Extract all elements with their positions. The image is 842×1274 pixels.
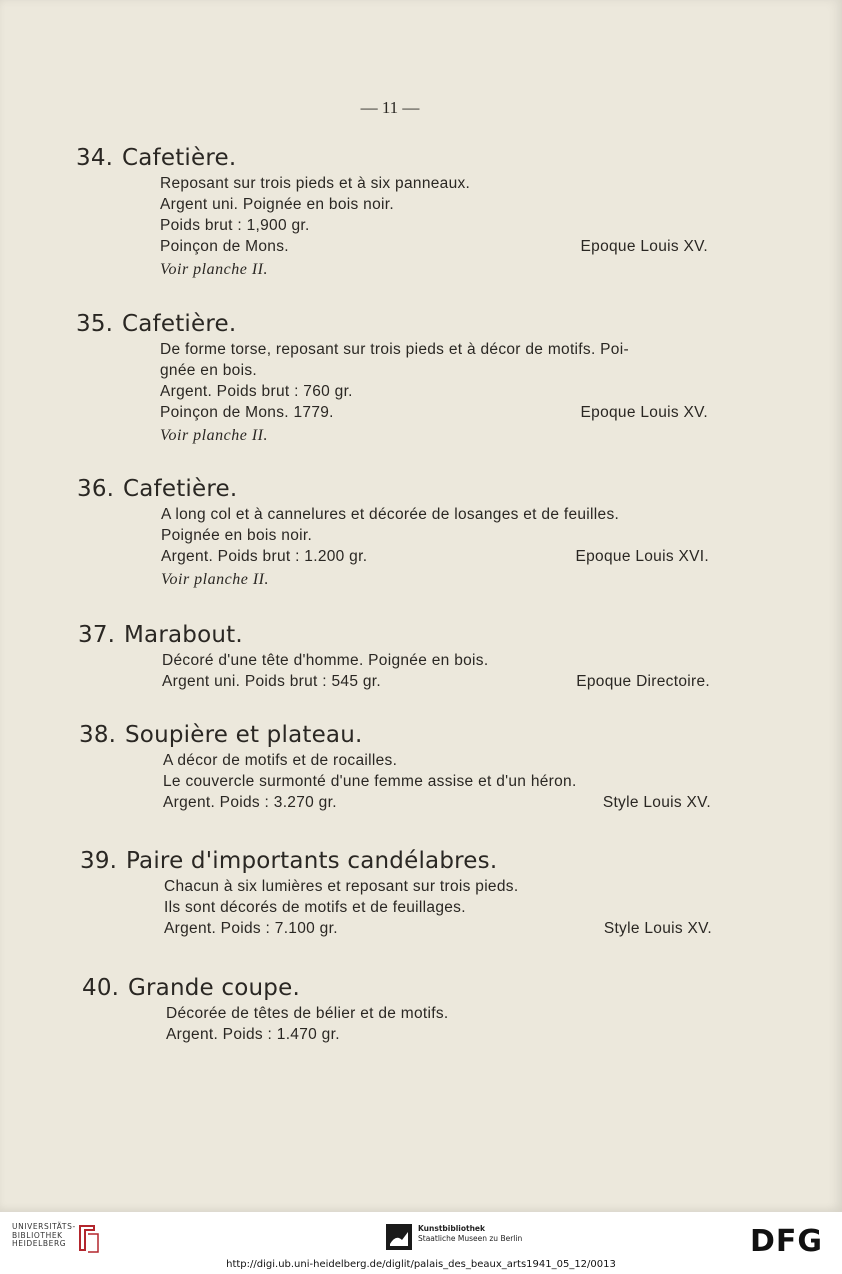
entry-title: Marabout. [124, 622, 243, 648]
entry-title: Grande coupe. [128, 975, 300, 1001]
heidelberg-library-logo[interactable] [12, 1223, 76, 1249]
description-line [163, 771, 711, 792]
description-text: Le couvercle surmonté d'une femme assise et d'un héron. [163, 773, 577, 790]
university-line-3: HEIDELBERG [12, 1239, 67, 1248]
entry-heading [76, 309, 708, 339]
catalogue-entry [77, 474, 709, 593]
description-text: Argent uni. Poignée en bois noir. [160, 196, 394, 213]
description-line [164, 897, 712, 918]
entry-number: 37. [78, 622, 116, 648]
entry-number: 35. [76, 311, 114, 337]
entry-heading [79, 720, 711, 750]
entry-description [163, 750, 711, 813]
description-text: Chacun à six lumières et reposant sur trois pieds. [164, 878, 519, 895]
plate-reference: Voir planche II. [160, 261, 268, 278]
entry-heading [77, 474, 709, 504]
description-line [166, 1003, 714, 1024]
entry-number: 38. [79, 722, 117, 748]
entry-heading [82, 973, 714, 1003]
description-line [160, 402, 708, 423]
page-number: — 11 — [360, 98, 420, 117]
entry-description [160, 339, 708, 449]
entry-description [161, 504, 709, 593]
entry-title: Cafetière. [123, 476, 238, 502]
description-text: Décoré d'une tête d'homme. Poignée en bois. [162, 652, 489, 669]
kb-subtitle: Staatliche Museen zu Berlin [418, 1234, 523, 1243]
entry-description [166, 1003, 714, 1045]
description-line [160, 194, 708, 215]
period-attribution: Style Louis XV. [602, 794, 711, 811]
entry-description [162, 650, 710, 692]
catalogue-entry [82, 973, 714, 1045]
entry-number: 39. [80, 848, 118, 874]
description-line [162, 650, 710, 671]
description-text: Argent. Poids : 3.270 gr. [163, 794, 337, 811]
description-text: Argent. Poids : 1.470 gr. [166, 1026, 340, 1043]
description-text: Poids brut : 1,900 gr. [160, 217, 310, 234]
description-line [160, 236, 708, 257]
catalogue-entry [76, 143, 708, 283]
description-line [160, 360, 708, 381]
description-line [166, 1024, 714, 1045]
period-attribution: Epoque Directoire. [576, 673, 710, 690]
description-text: A décor de motifs et de rocailles. [163, 752, 398, 769]
source-url[interactable]: http://digi.ub.uni-heidelberg.de/diglit/palais_des_beaux_arts1941_05_12/0013 [226, 1259, 616, 1270]
description-line [163, 750, 711, 771]
entry-title: Paire d'importants candélabres. [126, 848, 498, 874]
description-text: Argent. Poids : 7.100 gr. [164, 920, 338, 937]
kunstbibliothek-logo-icon [386, 1224, 412, 1250]
heidelberg-mark-icon [76, 1222, 100, 1254]
period-attribution: Style Louis XV. [603, 920, 712, 937]
description-text: Argent. Poids brut : 760 gr. [160, 383, 353, 400]
entry-title: Cafetière. [122, 311, 237, 337]
description-line [164, 918, 712, 939]
catalogue-entry [76, 309, 708, 449]
period-attribution: Epoque Louis XV. [580, 404, 708, 421]
description-line [160, 173, 708, 194]
description-line [160, 339, 708, 360]
dfg-logo[interactable]: DFG [750, 1224, 824, 1259]
description-text: Argent uni. Poids brut : 545 gr. [162, 673, 381, 690]
description-line [161, 525, 709, 546]
university-line-1: UNIVERSITÄTS- [12, 1222, 76, 1231]
description-line [160, 215, 708, 236]
entry-heading [78, 620, 710, 650]
description-line [160, 381, 708, 402]
description-text: Décorée de têtes de bélier et de motifs. [166, 1005, 449, 1022]
description-text: Poignée en bois noir. [161, 527, 313, 544]
entry-title: Cafetière. [122, 145, 237, 171]
entry-description [164, 876, 712, 939]
description-text: A long col et à cannelures et décorée de losanges et de feuilles. [161, 506, 620, 523]
description-text: Reposant sur trois pieds et à six panneaux. [160, 175, 471, 192]
description-line [164, 876, 712, 897]
entry-heading [80, 846, 712, 876]
entry-description [160, 173, 708, 283]
catalogue-entry [78, 620, 710, 692]
plate-reference: Voir planche II. [160, 427, 268, 444]
description-line [163, 792, 711, 813]
kunstbibliothek-logo[interactable] [418, 1224, 522, 1244]
description-text: Argent. Poids brut : 1.200 gr. [161, 548, 368, 565]
description-line [162, 671, 710, 692]
description-text: gnée en bois. [160, 362, 257, 379]
entry-number: 34. [76, 145, 114, 171]
catalogue-entry [80, 846, 712, 939]
entry-heading [76, 143, 708, 173]
entry-title: Soupière et plateau. [125, 722, 363, 748]
description-text: De forme torse, reposant sur trois pieds et à décor de motifs. Poi- [160, 341, 629, 358]
period-attribution: Epoque Louis XVI. [575, 548, 709, 565]
description-text: Ils sont décorés de motifs et de feuillages. [164, 899, 466, 916]
catalogue-entry [79, 720, 711, 813]
period-attribution: Epoque Louis XV. [580, 238, 708, 255]
kb-name: Kunstbibliothek [418, 1224, 486, 1233]
description-line [161, 546, 709, 567]
plate-reference: Voir planche II. [161, 571, 269, 588]
description-line [161, 504, 709, 525]
entry-number: 36. [77, 476, 115, 502]
university-line-2: BIBLIOTHEK [12, 1230, 63, 1240]
description-text: Poinçon de Mons. 1779. [160, 404, 334, 421]
entry-number: 40. [82, 975, 120, 1001]
description-text: Poinçon de Mons. [160, 238, 289, 255]
